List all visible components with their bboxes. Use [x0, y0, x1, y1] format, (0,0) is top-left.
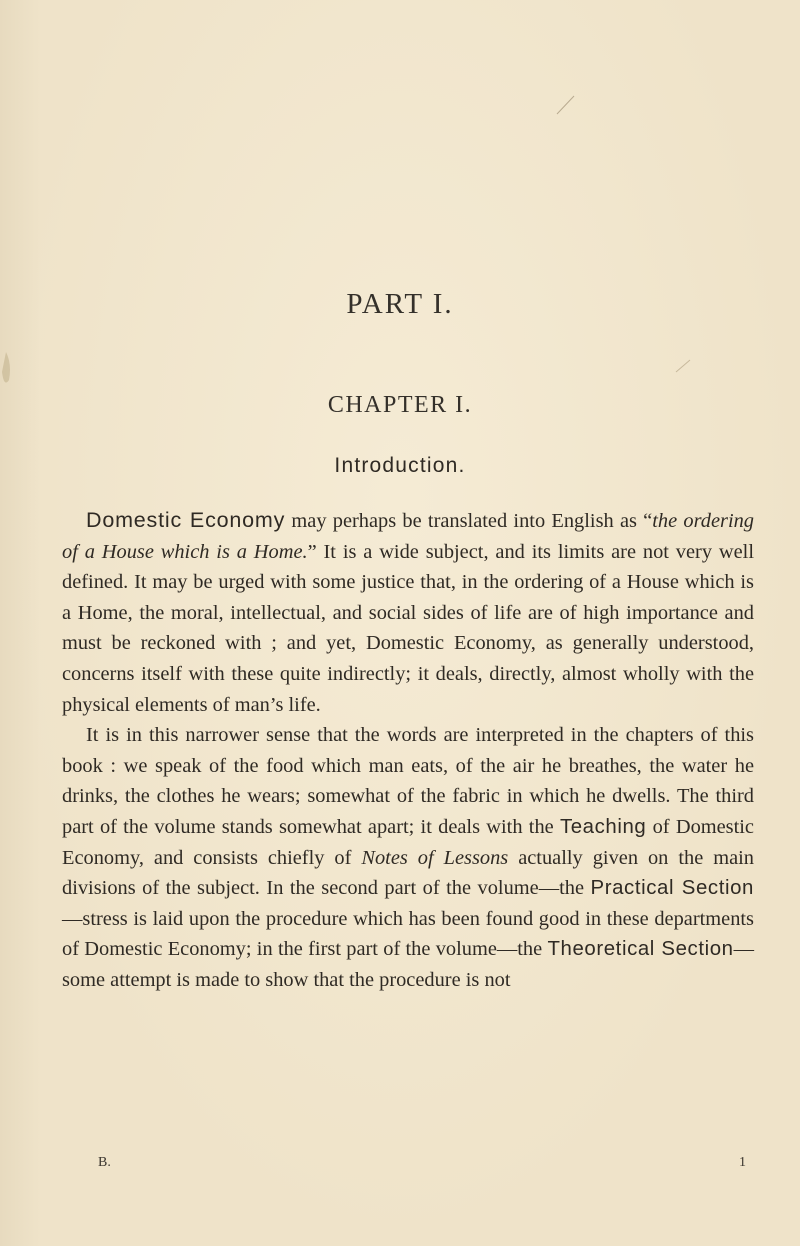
pencil-mark: [676, 360, 690, 372]
body-text: [62, 505, 754, 996]
text-run: ” It is a wide subject, and its limits are not very well defined. It may be urged with some justice that, in the ordering of a House which is a Home, the moral, intellectual, and social sides of life are of high importance and must be reckoned with ; and yet, Domestic Economy, as generally understood, concerns itself with these quite indirectly; it deals, directly, almost wholly with the physical elements of man’s life.: [62, 540, 754, 716]
italic-notes: Notes of Lessons: [361, 846, 509, 869]
text-run: may perhaps be translated into English as “: [285, 510, 653, 532]
signature-mark: B.: [98, 1155, 111, 1170]
text-run: —stress is laid upon the procedure which has been found good in these departments of Domestic Economy; in the first part of the volume—the: [62, 907, 754, 961]
text-run: It is in this narrower sense that the words are interpreted in the chapters of this book : we speak of the food which man eats, of the air he breathes, the water he drinks, the clothes he wears; somewhat of the fabric in which he dwells. The third part of the volume stands somewhat apart; it deals with the: [62, 724, 754, 838]
section-heading: Introduction.: [334, 454, 466, 477]
paragraph-1: [62, 505, 754, 720]
term-practical: Practical Section: [590, 877, 754, 900]
page-number: 1: [739, 1155, 746, 1170]
lead-term: Domestic Economy: [86, 508, 286, 532]
term-theoretical: Theoretical Section: [547, 938, 734, 961]
term-teaching: Teaching: [559, 815, 647, 838]
pencil-mark: [557, 96, 574, 114]
text-run: — some attempt is made to show that the procedure is not: [62, 938, 754, 991]
margin-stain: [2, 352, 10, 383]
text-run: of Domestic Economy, and consists chiefly of: [62, 815, 754, 869]
chapter-title: CHAPTER I.: [327, 392, 473, 418]
paragraph-2: [62, 720, 754, 995]
text-run: actually given on the main divisions of the subject. In the second part of the volume—the: [62, 846, 754, 900]
part-title: PART I.: [346, 288, 454, 320]
italic-phrase: the ordering of a House which is a Home.: [62, 510, 755, 563]
